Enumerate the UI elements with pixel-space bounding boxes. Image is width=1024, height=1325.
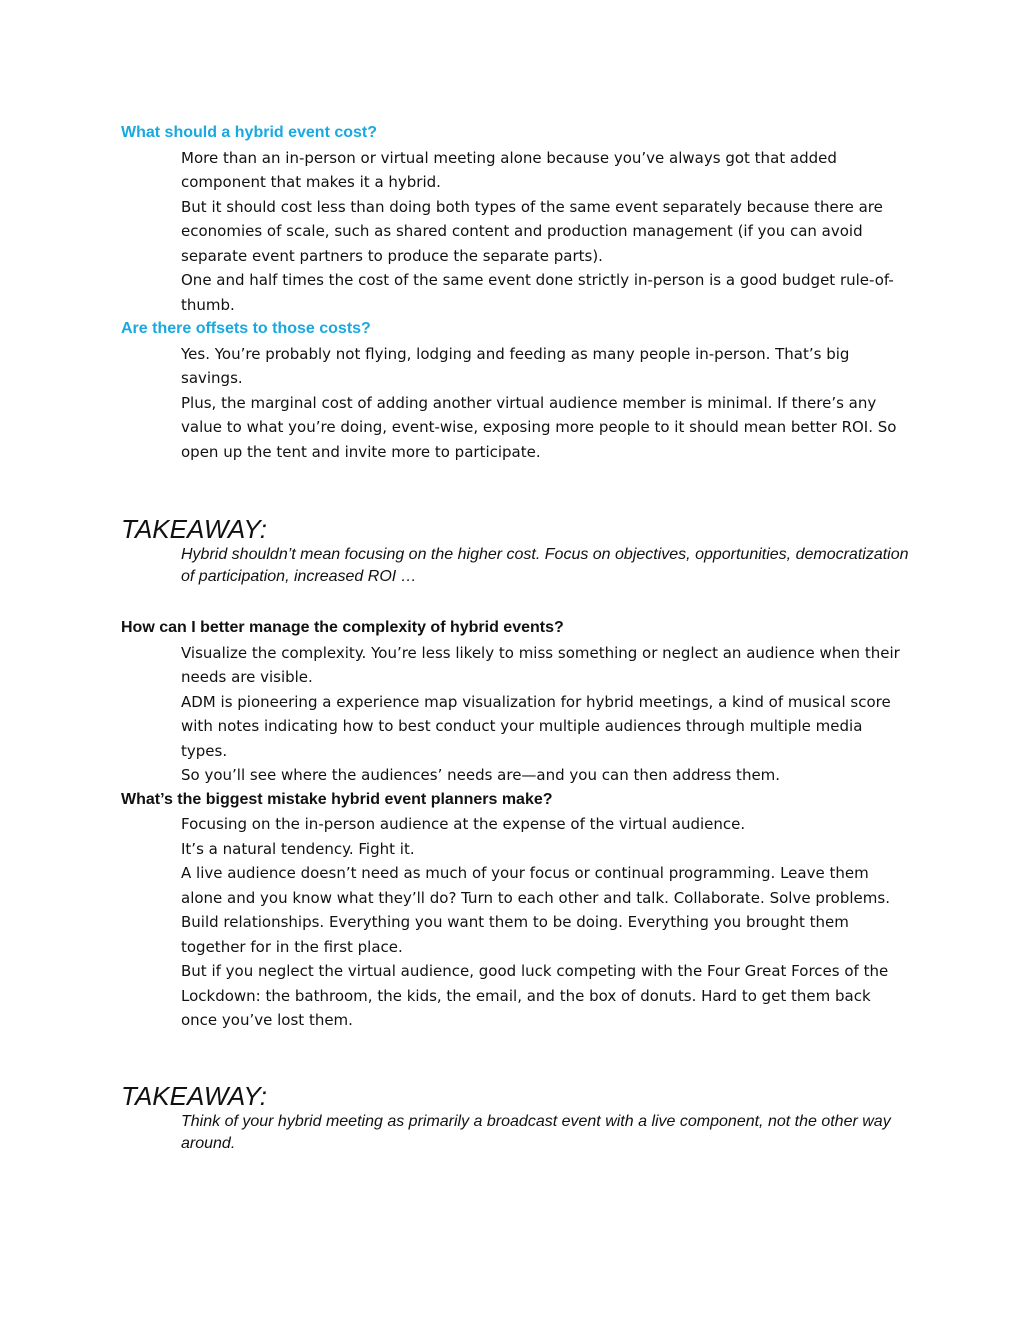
answer-paragraph: More than an in-person or virtual meeting alone because you’ve always got that added component that makes it a hybrid. [181,148,837,191]
spacer [121,464,921,514]
answer-paragraph: But if you neglect the virtual audience, good luck competing with the Four Great Forces of the Lockdown: the bathroom, the kids, the email, and the box of donuts. Hard to get them back once you’ve lost them. [181,962,889,1029]
question-hybrid-cost: What should a hybrid event cost? [121,124,378,141]
answer-paragraph: So you’ll see where the audiences’ needs are—and you can then address them. [181,766,781,784]
spacer [121,588,921,616]
answer-paragraph: It’s a natural tendency. Fight it. [181,839,415,858]
answer-paragraph: A live audience doesn’t need as much of your focus or continual programming. Leave them alone and you know what they’ll do? Turn to each other and talk. Collaborate. Solve problems. Build relationships. Everything you want them to be doing. Everything you brought them together for in the first place. [181,864,890,956]
answer-paragraph: Plus, the marginal cost of adding another virtual audience member is minimal. If there’s any value to what you’re doing, event-wise, exposing more people to it should mean better ROI. So open up the tent and invite more to participate. [181,393,897,461]
question-biggest-mistake: What’s the biggest mistake hybrid event planners make? [121,790,553,808]
document-body [121,121,921,1155]
answer-paragraph: Visualize the complexity. You’re less likely to miss something or neglect an audience when their needs are visible. [181,643,900,686]
answer-paragraph: But it should cost less than doing both types of the same event separately because there are economies of scale, such as shared content and production management (if you can avoid separate event partners to produce the separate parts). [181,197,883,265]
answer-paragraph: ADM is pioneering a experience map visualization for hybrid meetings, a kind of musical score with notes indicating how to best conduct your multiple audiences through multiple media types. [181,692,891,760]
question-offsets: Are there offsets to those costs? [121,320,371,337]
question-manage-complexity: How can I better manage the complexity of hybrid events? [121,619,564,636]
answer-paragraph: One and half times the cost of the same event done strictly in-person is a good budget rule-of-thumb. [181,271,894,314]
takeaway-text: Hybrid shouldn’t mean focusing on the higher cost. Focus on objectives, opportunities, democratization of participation, increased ROI … [181,546,909,585]
answer-paragraph: Yes. You’re probably not flying, lodging and feeding as many people in-person. That’s big savings. [181,344,850,387]
takeaway-heading: TAKEAWAY: [121,1080,267,1111]
answer-paragraph: Focusing on the in-person audience at the expense of the virtual audience. [181,815,746,833]
spacer [121,1033,921,1081]
takeaway-text: Think of your hybrid meeting as primarily a broadcast event with a live component, not the other way around. [181,1112,891,1152]
takeaway-heading: TAKEAWAY: [121,514,267,544]
